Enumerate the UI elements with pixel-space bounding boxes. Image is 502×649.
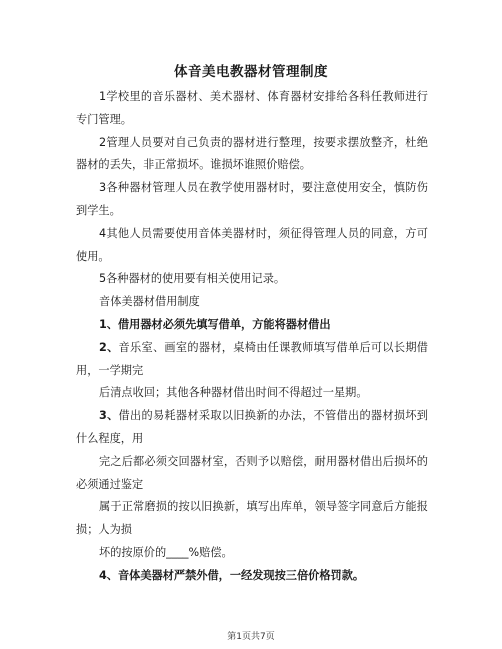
- rule-3: [76, 405, 428, 451]
- rule-3-continued-1: 完之后都必须交回器材室，否则予以赔偿，耐用器材借出后损坏的必须通过鉴定: [76, 454, 428, 491]
- paragraph-4: 4其他人员需要使用音体美器材时，须征得管理人员的同意，方可使用。: [76, 226, 428, 263]
- document-title: 体音美电教器材管理制度: [174, 64, 328, 80]
- paragraph-5: 5各种器材的使用要有相关使用记录。: [99, 272, 286, 286]
- rule-3-text: 借出的易耗器材采取以旧换新的办法，不管借出的器材损坏到什么程度，用: [76, 409, 428, 445]
- rule-3-number: 3、: [99, 409, 119, 423]
- paragraph-1: 1学校里的音乐器材、美术器材、体育器材安排给各科任教师进行专门管理。: [76, 90, 428, 126]
- rule-1: 1、借用器材必须先填写借单，方能将器材借出: [99, 317, 331, 331]
- rule-2-number: 2、: [99, 340, 119, 354]
- rule-2-text: 音乐室、画室的器材，桌椅由任课教师填写借单后可以长期借用，一学期完: [76, 340, 428, 377]
- section-heading: 音体美器材借用制度: [99, 295, 200, 309]
- page-footer: 第1页共7页: [227, 632, 275, 642]
- rule-4: 4、音体美器材严禁外借，一经发现按三倍价格罚款。: [99, 568, 365, 582]
- rule-2: [76, 337, 428, 383]
- rule-3-continued-2: 属于正常磨损的按以旧换新，填写出库单，领导签字同意后方能报损；人为损: [76, 500, 428, 537]
- paragraph-3: 3各种器材管理人员在教学使用器材时，要注意使用安全，慎防伤到学生。: [76, 181, 428, 217]
- document-body: [76, 86, 428, 588]
- rule-3-continued-3: 坏的按原价的____%赔偿。: [99, 545, 233, 559]
- rule-2-continued: 后清点收回；其他各种器材借出时间不得超过一星期。: [99, 386, 368, 400]
- paragraph-2: 2管理人员要对自己负责的器材进行整理，按要求摆放整齐，杜绝器材的丢失，非正常损坏。谁损坏谁照价赔偿。: [76, 135, 428, 172]
